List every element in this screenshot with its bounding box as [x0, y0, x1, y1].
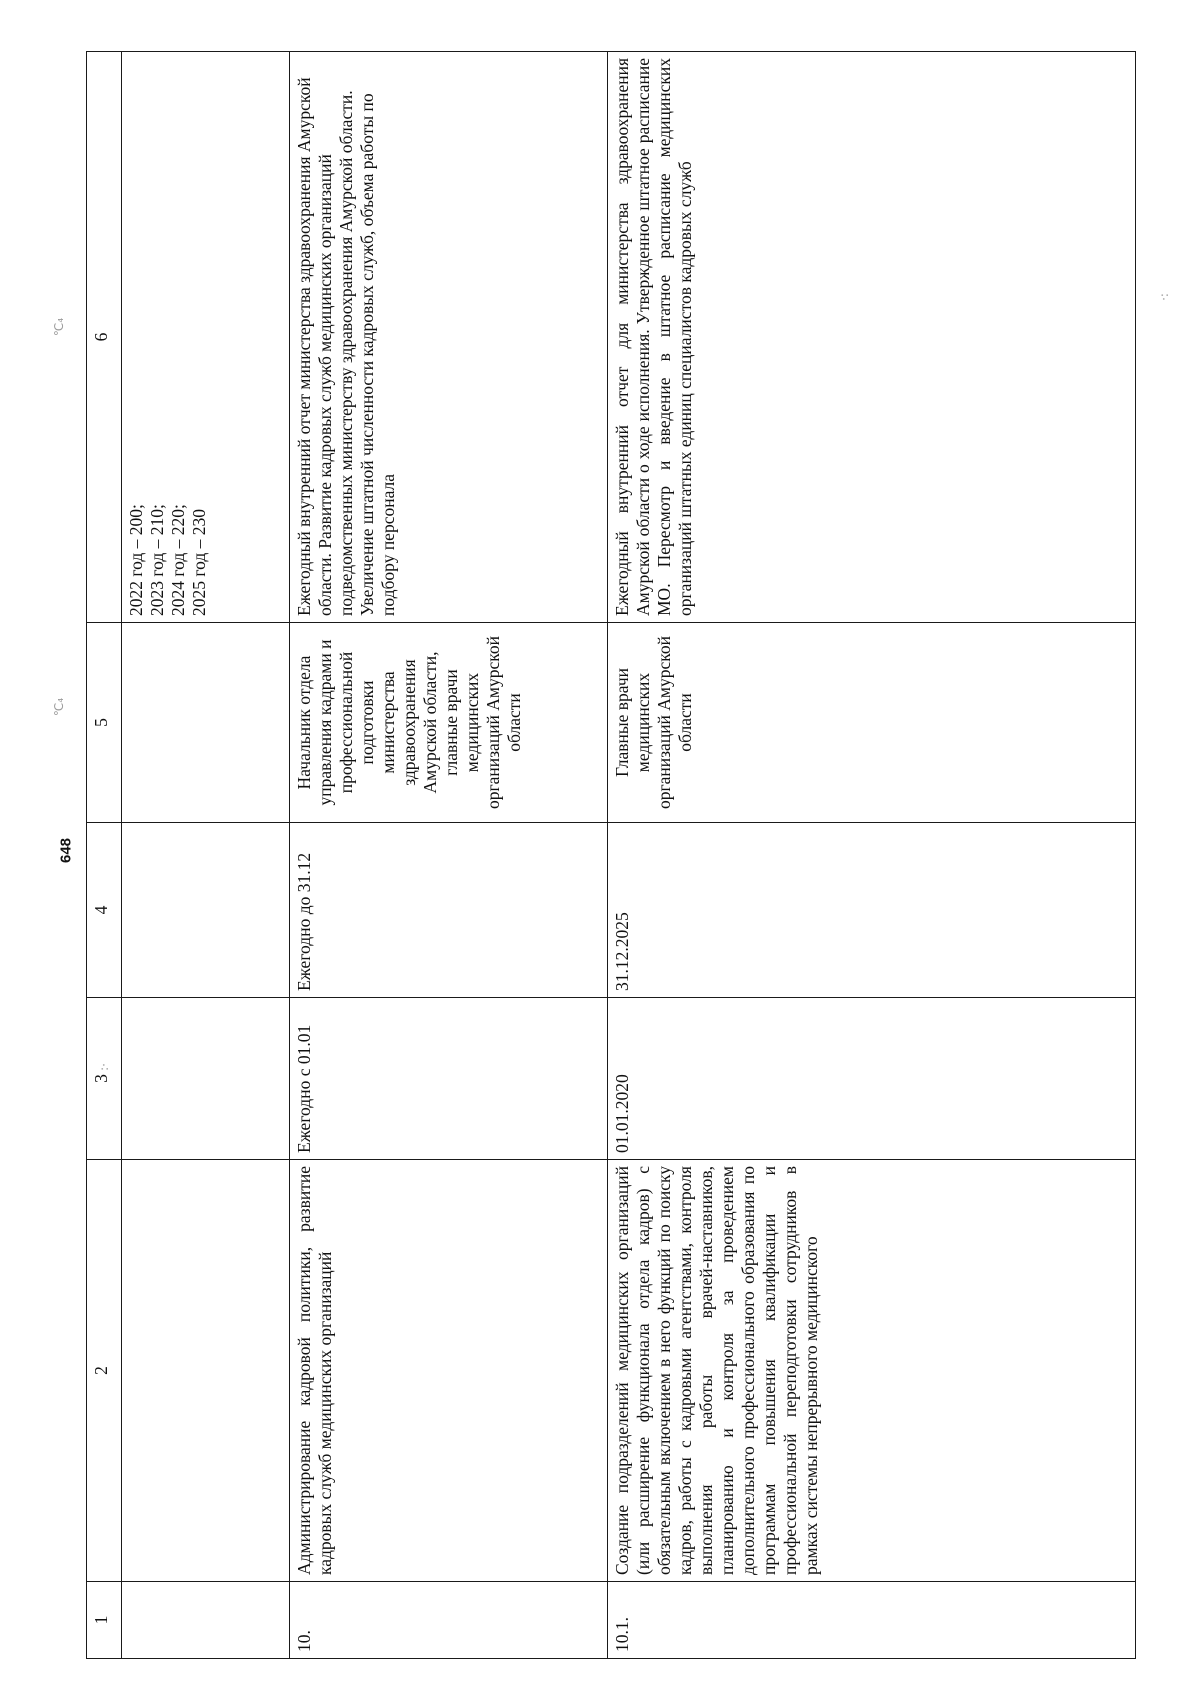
start-date-cell: Ежегодно с 01.01	[290, 998, 608, 1160]
table-row	[290, 52, 608, 1659]
responsible-cell: Главные врачи медицинских организаций Амурской области	[608, 623, 1136, 823]
indicator-line: 2024 год – 220;	[168, 504, 188, 616]
indicator-line: 2023 год – 210;	[147, 504, 167, 616]
header-col-4: 4	[87, 823, 122, 998]
indicator-cell	[122, 52, 290, 623]
header-col-2: 2	[87, 1160, 122, 1582]
indicator-cell: Ежегодный внутренний отчет для министерства здравоохранения Амурской области о ходе исполнения. Утвержденное штатное расписание МО. Пересмотр и введение в штатное расписание медицинских организаций штатных единиц специалистов кадровых служб	[608, 52, 1136, 623]
indicator-line: 2022 год – 200;	[126, 504, 146, 616]
header-col-5: 5	[87, 623, 122, 823]
indicator-line: 2025 год – 230	[189, 508, 209, 616]
header-col-3: 3	[87, 998, 122, 1160]
header-row	[87, 52, 122, 1659]
end-date-cell: Ежегодно до 31.12	[290, 823, 608, 998]
responsible-cell: Начальник отдела управления кадрами и профессиональной подготовки министерства здравоохранения Амурской области, главные врачи медицинских организаций Амурской области	[290, 623, 608, 823]
header-col-6: 6	[87, 52, 122, 623]
scan-smudge: ℃₄	[52, 697, 67, 717]
indicator-cell: Ежегодный внутренний отчет министерства здравоохранения Амурской области. Развитие кадровых служб медицинских организаций подведомственных министерству здравоохранения Амурской области. Увеличение штатной численности кадровых служб, объема работы по подбору персонала	[290, 52, 608, 623]
page-number: 648	[57, 837, 75, 864]
scan-smudge: :·	[96, 1063, 111, 1071]
start-date-cell: 01.01.2020	[608, 998, 1136, 1160]
activity-cell: Администрирование кадровой политики, развитие кадровых служб медицинских организаций	[290, 1160, 608, 1582]
header-col-1: 1	[87, 1582, 122, 1659]
activity-cell: Создание подразделений медицинских организаций (или расширение функционала отдела кадров) с обязательным включением в него функций по поиску кадров, работы с кадровыми агентствами, контроля выполнения работы врачей-наставников, планированию и контроля за проведением дополнительного профессионального образования по программам повышения квалификации и профессиональной переподготовки сотрудников в рамках системы непрерывного медицинского	[608, 1160, 1136, 1582]
scan-smudge: ℃₄	[52, 317, 67, 337]
table-row	[608, 52, 1136, 1659]
rotated-table-sheet	[86, 52, 1136, 1659]
start-date-cell	[122, 998, 290, 1160]
row-number: 10.	[290, 1582, 608, 1659]
responsible-cell	[122, 623, 290, 823]
table-row	[122, 52, 290, 1659]
row-number: 10.1.	[608, 1582, 1136, 1659]
end-date-cell	[122, 823, 290, 998]
end-date-cell: 31.12.2025	[608, 823, 1136, 998]
activity-cell	[122, 1160, 290, 1582]
row-number	[122, 1582, 290, 1659]
scan-smudge: ·:	[1156, 293, 1171, 301]
plan-table	[86, 51, 1136, 1659]
